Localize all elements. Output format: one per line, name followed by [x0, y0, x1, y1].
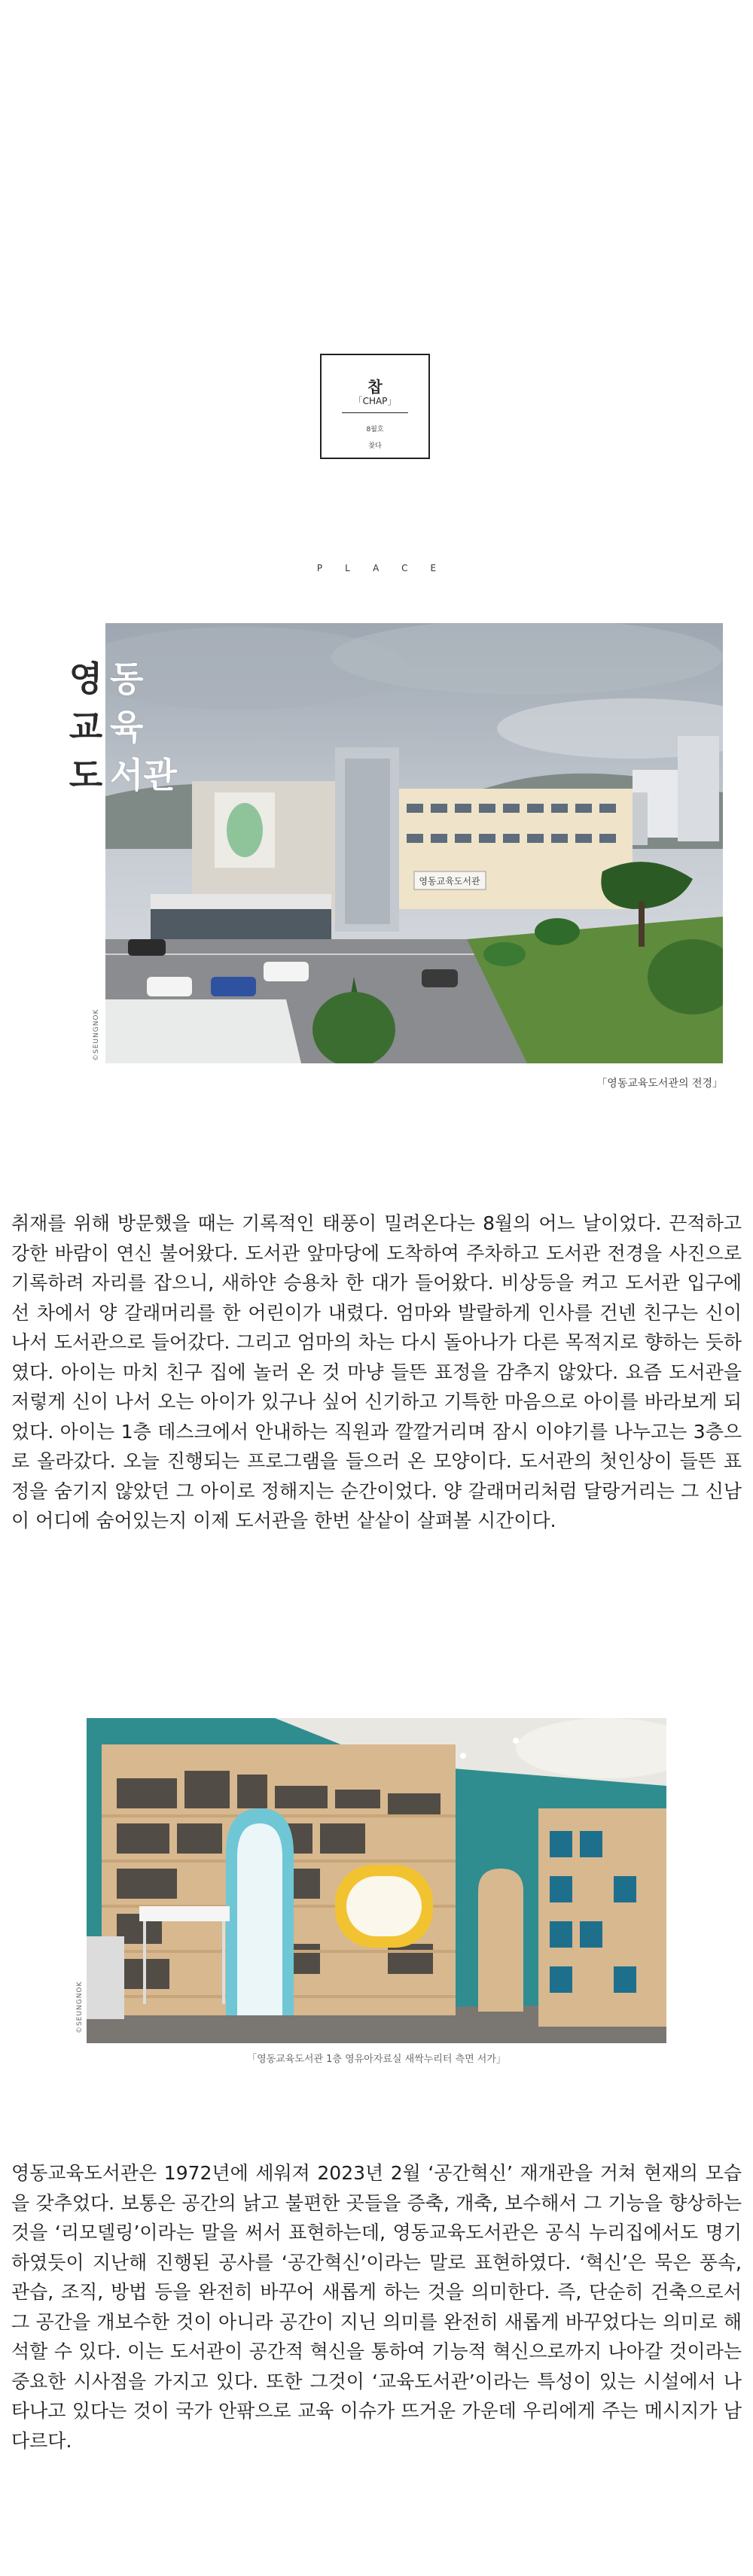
children-room-bookshelf-photo	[87, 1718, 666, 2043]
title-char: 서관	[110, 755, 177, 795]
magazine-logo-box	[320, 354, 430, 459]
photo-credit: ©SEUNGNOK	[76, 1981, 84, 2033]
section-label: PLACE	[316, 563, 459, 573]
library-sign-text: 영동교육도서관	[419, 876, 480, 887]
photo-caption: 「영동교육도서관 1층 영유아자료실 새싹누리터 측면 서가」	[247, 2054, 506, 2065]
body-paragraph: 취재를 위해 방문했을 때는 기록적인 태풍이 밀려온다는 8월의 어느 날이었다. 끈적하고 강한 바람이 연신 불어왔다. 도서관 앞마당에 도착하여 주차하고 도서관 전경을 사진으로 기록하려 자리를 잡으니, 새하얀 승용차 한 대가 들어왔다. 비상등을 켜고 도서관 입구에 선 차에서 양 갈래머리를 한 어린이가 내렸다. 엄마와 발랄하게 인사를 건넨 친구는 신이 나서 도서관으로 들어갔다. 그리고 엄마의 차는 다시 돌아나가 다른 목적지로 향하는 듯하였다. 아이는 마치 친구 집에 놀러 온 것 마냥 들뜬 표정을 감추지 않았다. 요즘 도서관을 저렇게 신이 나서 오는 아이가 있구나 싶어 신기하고 기특한 마음으로 아이를 바라보게 되었다. 아이는 1층 데스크에서 안내하는 직원과 깔깔거리며 잠시 이야기를 나누고는 3층으로 올라갔다. 오늘 진행되는 프로그램을 들으러 온 모양이다. 도서관의 첫인상이 들뜬 표정을 숨기지 않았던 그 아이로 정해지는 순간이었다. 양 갈래머리처럼 달랑거리는 그 신남이 어디에 숨어있는지 이제 도서관을 한번 샅샅이 살펴볼 시간이다.	[11, 1212, 742, 1531]
logo-glyph: 찹	[367, 378, 383, 396]
logo-subtitle: 찾다	[368, 443, 382, 450]
title-char: 교	[69, 707, 103, 747]
title-char: 동	[110, 658, 144, 699]
title-char: 영	[69, 658, 103, 699]
logo-divider	[342, 412, 408, 413]
title-char: 도	[69, 755, 103, 795]
logo-title: 「CHAP」	[353, 396, 397, 406]
logo-issue: 8월호	[366, 426, 384, 433]
vertical-title-light	[110, 655, 208, 799]
photo-caption: 「영동교육도서관의 전경」	[596, 1078, 723, 1090]
title-char: 육	[110, 707, 144, 747]
body-paragraph: 영동교육도서관은 1972년에 세워져 2023년 2월 ‘공간혁신’ 재개관을 거쳐 현재의 모습을 갖추었다. 보통은 공간의 낡고 불편한 곳들을 증축, 개축, 보수해서 그 기능을 향상하는 것을 ‘리모델링’이라는 말을 써서 표현하는데, 영동교육도서관은 공식 누리집에서도 명기하였듯이 지난해 진행된 공사를 ‘공간혁신’이라는 말로 표현하였다. ‘혁신’은 묵은 풍속, 관습, 조직, 방법 등을 완전히 바꾸어 새롭게 하는 것을 의미한다. 즉, 단순히 건축으로서 그 공간을 개보수한 것이 아니라 공간이 지닌 의미를 완전히 새롭게 바꾸었다는 의미로 해석할 수 있다. 이는 도서관이 공간적 혁신을 통하여 기능적 혁신으로까지 나아갈 것이라는 중요한 시사점을 가지고 있다. 또한 그것이 ‘교육도서관’이라는 특성이 있는 시설에서 나타나고 있다는 것이 국가 안팎으로 교육 이슈가 뜨거운 가운데 우리에게 주는 메시지가 남다르다.	[11, 2162, 742, 2452]
vertical-title-dark	[62, 655, 110, 799]
photo-credit: ©SEUNGNOK	[93, 1008, 100, 1061]
